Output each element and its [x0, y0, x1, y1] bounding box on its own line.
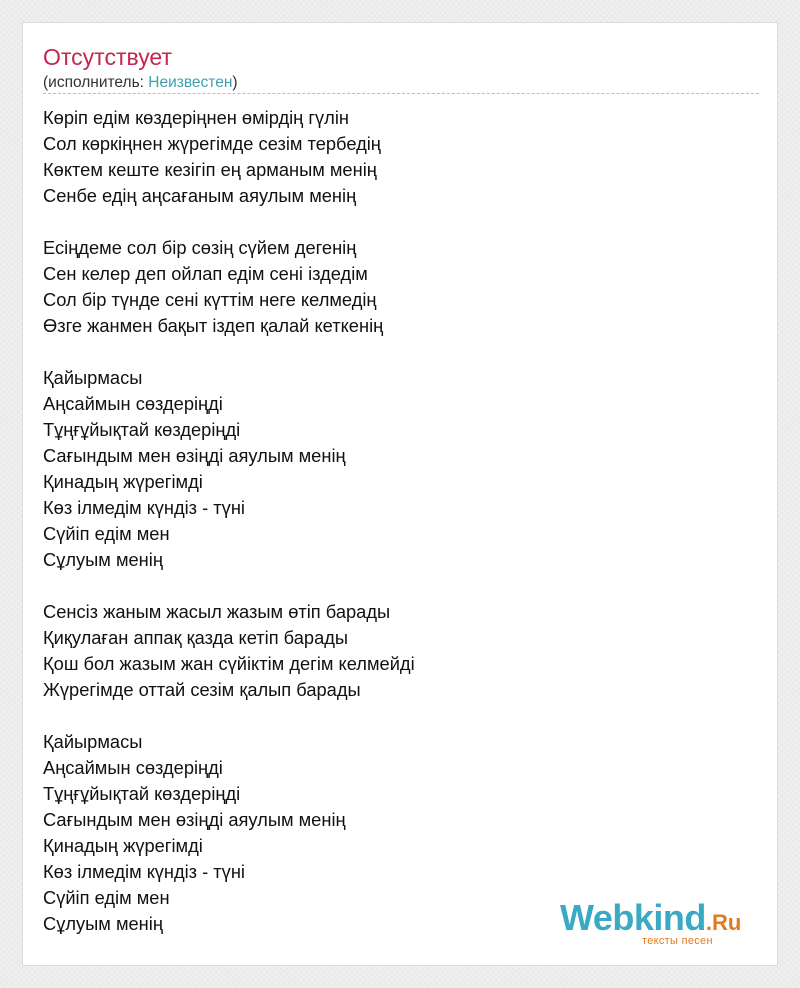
lyric-line: Сол бір түнде сені күттім неге келмедің: [43, 289, 377, 310]
lyric-line: Көз ілмедім күндіз - түні: [43, 861, 245, 882]
lyric-line: Көз ілмедім күндіз - түні: [43, 497, 245, 518]
webkind-logo[interactable]: [560, 898, 760, 948]
lyric-line: Тұңғұйықтай көздеріңді: [43, 783, 241, 804]
lyric-line: Көктем кеште кезігіп ең арманым менің: [43, 159, 377, 180]
artist-prefix: (исполнитель:: [43, 74, 149, 91]
stanza-break: [43, 209, 759, 235]
lyric-line: Сенбе едің аңсағаным аяулым менің: [43, 185, 357, 206]
lyric-line: Жүрегімде оттай сезім қалып барады: [43, 679, 361, 700]
logo-tld: .Ru: [705, 910, 742, 935]
lyric-line: Қинадың жүрегімді: [43, 471, 203, 492]
stanza-break: [43, 339, 759, 365]
lyric-line: Есіңдеме сол бір сөзің сүйем дегенің: [43, 237, 357, 258]
lyric-line: Сенсіз жаным жасыл жазым өтіп барады: [43, 601, 391, 622]
lyric-line: Сүйіп едім мен: [43, 523, 170, 544]
lyric-line: Сағындым мен өзіңді аяулым менің: [43, 445, 346, 466]
lyric-line: Қош бол жазым жан сүйіктім дегім келмейді: [43, 653, 415, 674]
logo-tagline: тексты песен: [642, 935, 713, 947]
lyric-line: Тұңғұйықтай көздеріңді: [43, 419, 241, 440]
song-title: Отсутствует: [43, 44, 172, 70]
stanza-break: [43, 573, 759, 599]
lyric-line: Қинадың жүрегімді: [43, 835, 203, 856]
lyrics-text: [43, 105, 759, 937]
lyric-line: Қайырмасы: [43, 731, 143, 752]
title-divider: [43, 93, 759, 94]
lyric-line: Аңсаймын сөздеріңді: [43, 757, 223, 778]
lyric-line: Сүйіп едім мен: [43, 887, 170, 908]
artist-link[interactable]: Неизвестен: [148, 74, 233, 91]
lyric-line: Өзге жанмен бақыт іздеп қалай кеткенің: [43, 315, 384, 336]
lyric-line: Сұлуым менің: [43, 549, 163, 570]
artist-suffix: ): [232, 74, 238, 91]
lyric-line: Сол көркіңнен жүрегімде сезім тербедің: [43, 133, 381, 154]
lyric-line: Қайырмасы: [43, 367, 143, 388]
lyric-line: Сағындым мен өзіңді аяулым менің: [43, 809, 346, 830]
logo-name: Webkind: [560, 897, 706, 938]
lyrics-card: [22, 22, 778, 966]
lyric-line: Сен келер деп ойлап едім сені іздедім: [43, 263, 368, 284]
stanza-break: [43, 703, 759, 729]
lyric-line: Қиқулаған аппақ қазда кетіп барады: [43, 627, 349, 648]
lyric-line: Сұлуым менің: [43, 913, 163, 934]
artist-line: [43, 73, 238, 93]
lyric-line: Көріп едім көздеріңнен өмірдің гүлін: [43, 107, 349, 128]
lyric-line: Аңсаймын сөздеріңді: [43, 393, 223, 414]
